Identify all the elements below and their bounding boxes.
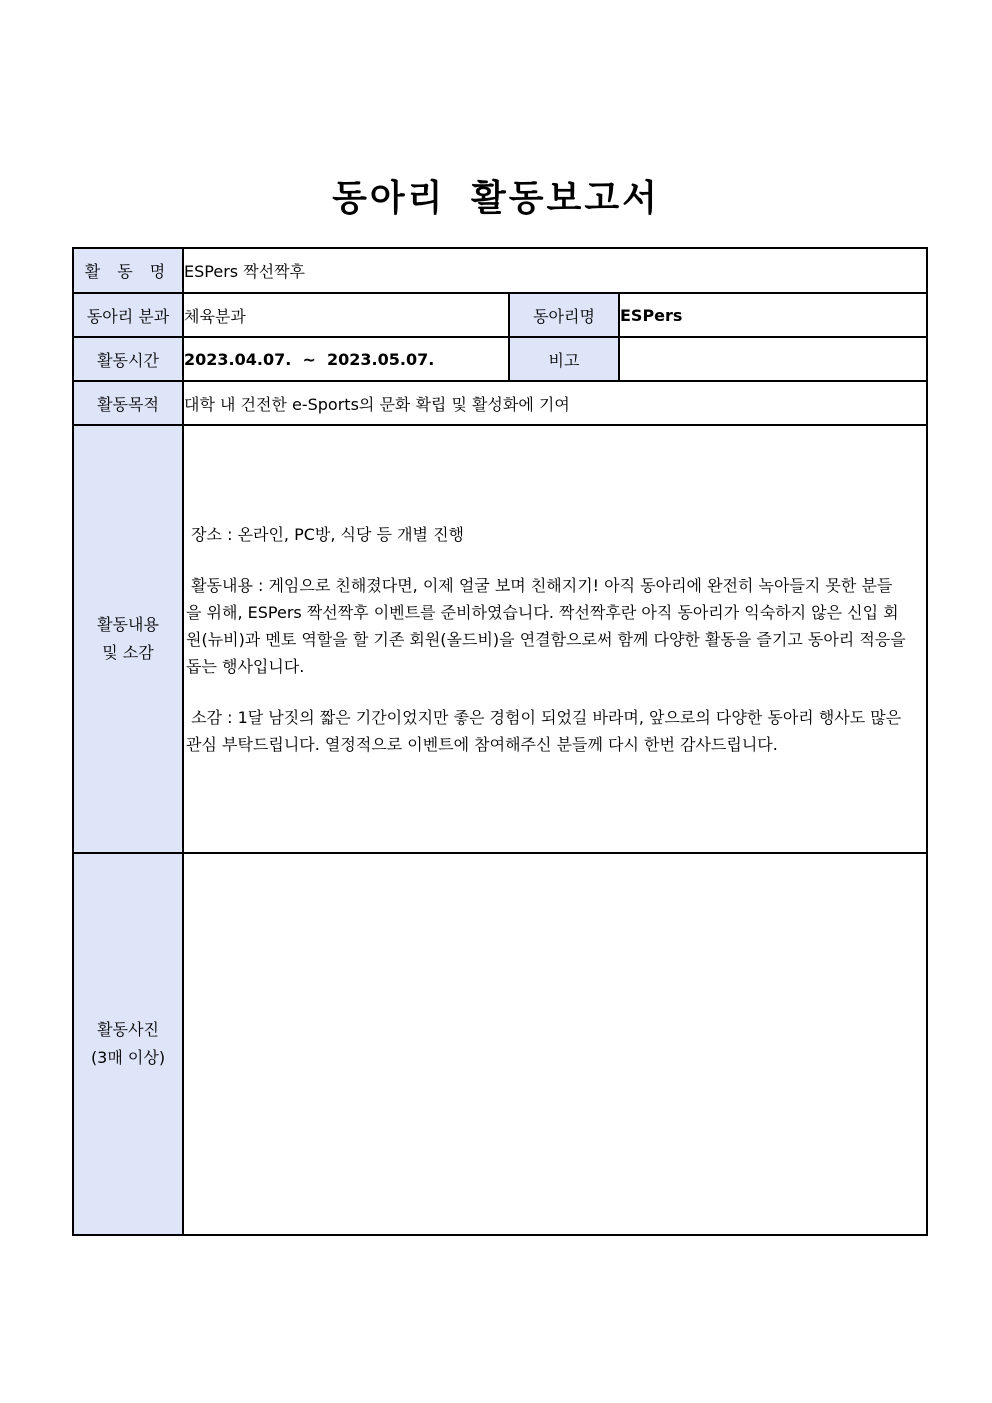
photos-label-line1: 활동사진: [97, 1020, 159, 1039]
photos-label-line2: (3매 이상): [90, 1048, 166, 1067]
division-value: 체육분과: [183, 293, 509, 337]
activity-name-value: ESPers 짝선짝후: [183, 248, 927, 293]
row-division: [73, 293, 927, 337]
row-purpose: [73, 381, 927, 425]
row-photos: [73, 853, 927, 1235]
note-label: 비고: [509, 337, 619, 381]
document-title: 동아리 활동보고서: [332, 178, 660, 219]
purpose-value: 대학 내 건전한 e-Sports의 문화 확립 및 활성화에 기여: [183, 381, 927, 425]
report-table: [72, 247, 928, 1236]
row-activity-name: [73, 248, 927, 293]
activity-name-label: 활 동 명: [73, 248, 183, 293]
content-activity: 활동내용 : 게임으로 친해졌다면, 이제 얼굴 보며 친해지기! 아직 동아리에 완전히 녹아들지 못한 분들을 위해, ESPers 짝선짝후 이벤트를 준비하였습니다. 짝선짝후란 아직 동아리가 익숙하지 않은 신입 회원(뉴비)과 멘토 역할을 할 기존 회원(올드비)을 연결함으로써 함께 다양한 활동을 즐기고 동아리 적응을 돕는 행사입니다.: [186, 575, 911, 676]
period-label: 활동시간: [73, 337, 183, 381]
content-impression: 소감 : 1달 남짓의 짧은 기간이었지만 좋은 경험이 되었길 바라며, 앞으로의 다양한 동아리 행사도 많은 관심 부탁드립니다. 열정적으로 이벤트에 참여해주신 분들께 다시 한번 감사드립니다.: [186, 707, 907, 754]
note-value: [619, 337, 927, 381]
photos-area: [183, 853, 927, 1235]
purpose-label: 활동목적: [73, 381, 183, 425]
content-label: [73, 425, 183, 853]
content-value: [183, 425, 927, 853]
content-place: 장소 : 온라인, PC방, 식당 등 개별 진행: [186, 524, 465, 544]
content-label-line1: 활동내용: [97, 615, 159, 634]
content-label-line2: 및 소감: [102, 643, 154, 662]
period-value: 2023.04.07. ~ 2023.05.07.: [183, 337, 509, 381]
club-name-value: ESPers: [619, 293, 927, 337]
photos-label: [73, 853, 183, 1235]
row-content: [73, 425, 927, 853]
division-label: 동아리 분과: [73, 293, 183, 337]
club-name-label: 동아리명: [509, 293, 619, 337]
row-period: [73, 337, 927, 381]
